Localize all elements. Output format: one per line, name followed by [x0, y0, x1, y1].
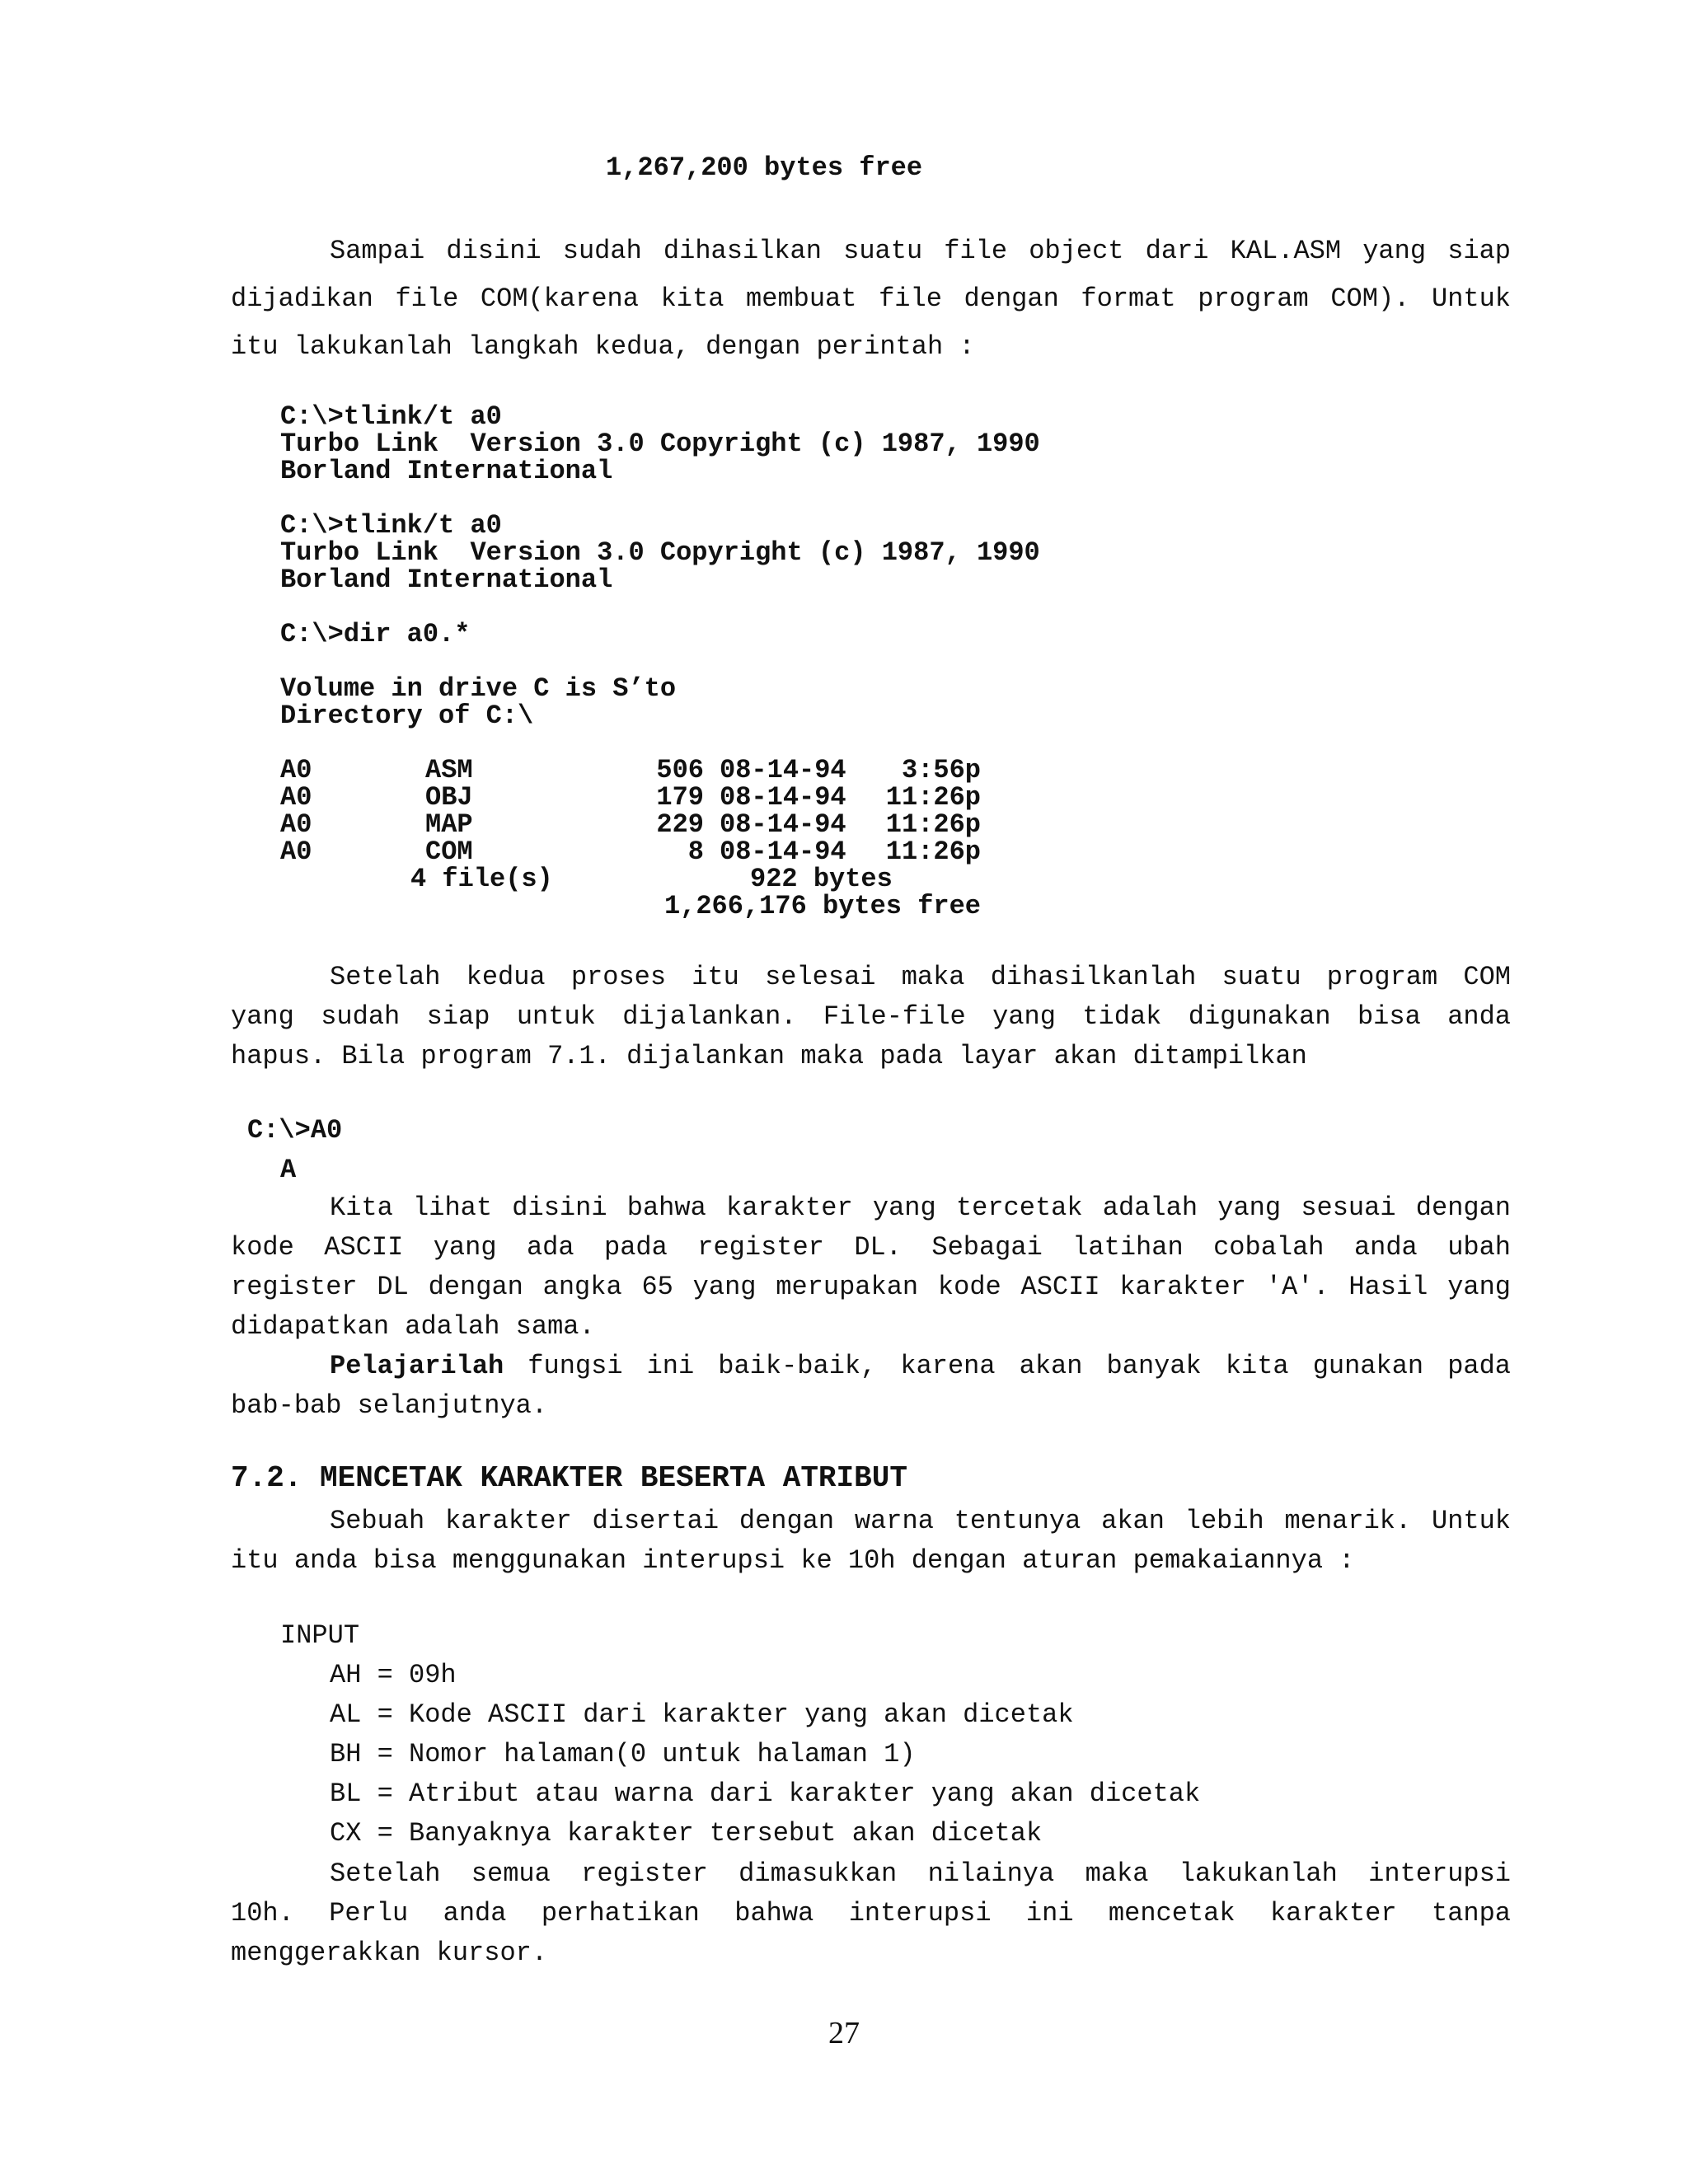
paragraph-line: Setelah kedua proses itu selesai maka dihasilkanlah suatu program COM — [330, 962, 1511, 992]
file-time: 11:26p — [885, 809, 981, 840]
page-number: 27 — [828, 2016, 860, 2050]
section-heading: 7.2. MENCETAK KARAKTER BESERTA ATRIBUT — [231, 1461, 907, 1495]
file-time: 11:26p — [885, 782, 981, 813]
emphasis-text: Pelajarilah — [330, 1351, 504, 1381]
paragraph-text: fungsi ini baik-baik, karena akan banyak kita gunakan pada — [504, 1351, 1511, 1381]
file-name: A0 — [280, 782, 312, 813]
paragraph-line: itu lakukanlah langkah kedua, dengan perintah : — [231, 331, 975, 362]
paragraph-line: kode ASCII yang ada pada register DL. Sebagai latihan cobalah anda ubah — [231, 1232, 1511, 1263]
file-date: 08-14-94 — [720, 837, 846, 867]
register-item: CX = Banyaknya karakter tersebut akan dicetak — [330, 1818, 1043, 1849]
paragraph-line: Sampai disini sudah dihasilkan suatu file object dari KAL.ASM yang siap — [330, 236, 1511, 266]
file-time: 3:56p — [901, 755, 981, 785]
paragraph-line: register DL dengan angka 65 yang merupakan kode ASCII karakter 'A'. Hasil yang — [231, 1272, 1511, 1302]
paragraph-line: bab-bab selanjutnya. — [231, 1390, 548, 1421]
file-size: 229 — [656, 809, 704, 840]
console-line: Borland International — [280, 565, 613, 595]
file-date: 08-14-94 — [720, 782, 846, 813]
file-ext: OBJ — [425, 782, 473, 813]
console-output: A — [280, 1155, 297, 1185]
file-date: 08-14-94 — [720, 809, 846, 840]
console-line: Turbo Link Version 3.0 Copyright (c) 1987, 1990 — [280, 429, 1040, 459]
console-line: Turbo Link Version 3.0 Copyright (c) 1987, 1990 — [280, 537, 1040, 568]
file-time: 11:26p — [885, 837, 981, 867]
bytes-free-line: 1,267,200 bytes free — [606, 152, 923, 183]
input-label: INPUT — [280, 1620, 360, 1651]
file-ext: MAP — [425, 809, 473, 840]
paragraph-line: menggerakkan kursor. — [231, 1938, 548, 1968]
console-line: Volume in drive C is S’to — [280, 673, 677, 704]
paragraph-line: hapus. Bila program 7.1. dijalankan maka pada layar akan ditampilkan — [231, 1041, 1307, 1071]
register-item: BH = Nomor halaman(0 untuk halaman 1) — [330, 1739, 916, 1769]
file-name: A0 — [280, 837, 312, 867]
register-item: BL = Atribut atau warna dari karakter yang akan dicetak — [330, 1779, 1201, 1809]
file-size: 506 — [656, 755, 704, 785]
console-command: C:\>A0 — [247, 1115, 343, 1146]
file-name: A0 — [280, 809, 312, 840]
file-name: A0 — [280, 755, 312, 785]
paragraph-line: itu anda bisa menggunakan interupsi ke 10h dengan aturan pemakaiannya : — [231, 1545, 1355, 1576]
paragraph-line: yang sudah siap untuk dijalankan. File-file yang tidak digunakan bisa anda — [231, 1001, 1511, 1032]
console-line: Directory of C:\ — [280, 701, 534, 731]
file-ext: COM — [425, 837, 473, 867]
console-line: Borland International — [280, 456, 613, 486]
file-date: 08-14-94 — [720, 755, 846, 785]
paragraph-line: Kita lihat disini bahwa karakter yang tercetak adalah yang sesuai dengan — [330, 1193, 1511, 1223]
paragraph-line: didapatkan adalah sama. — [231, 1311, 595, 1342]
console-command: C:\>tlink/t a0 — [280, 401, 502, 432]
register-item: AH = 09h — [330, 1660, 457, 1690]
console-command: C:\>dir a0.* — [280, 619, 471, 649]
paragraph-line: Sebuah karakter disertai dengan warna tentunya akan lebih menarik. Untuk — [330, 1506, 1511, 1536]
total-bytes: 922 bytes — [750, 864, 893, 894]
paragraph-line: 10h. Perlu anda perhatikan bahwa interupsi ini mencetak karakter tanpa — [231, 1898, 1511, 1929]
file-size: 8 — [687, 837, 704, 867]
register-item: AL = Kode ASCII dari karakter yang akan dicetak — [330, 1699, 1074, 1730]
bytes-free: 1,266,176 bytes free — [663, 891, 981, 921]
console-command: C:\>tlink/t a0 — [280, 510, 502, 541]
file-count: 4 file(s) — [410, 864, 553, 894]
paragraph-line: dijadikan file COM(karena kita membuat file dengan format program COM). Untuk — [231, 284, 1511, 314]
file-size: 179 — [656, 782, 704, 813]
file-ext: ASM — [425, 755, 473, 785]
paragraph-line: Setelah semua register dimasukkan nilainya maka lakukanlah interupsi — [330, 1858, 1511, 1889]
paragraph-line — [231, 1347, 1511, 1386]
